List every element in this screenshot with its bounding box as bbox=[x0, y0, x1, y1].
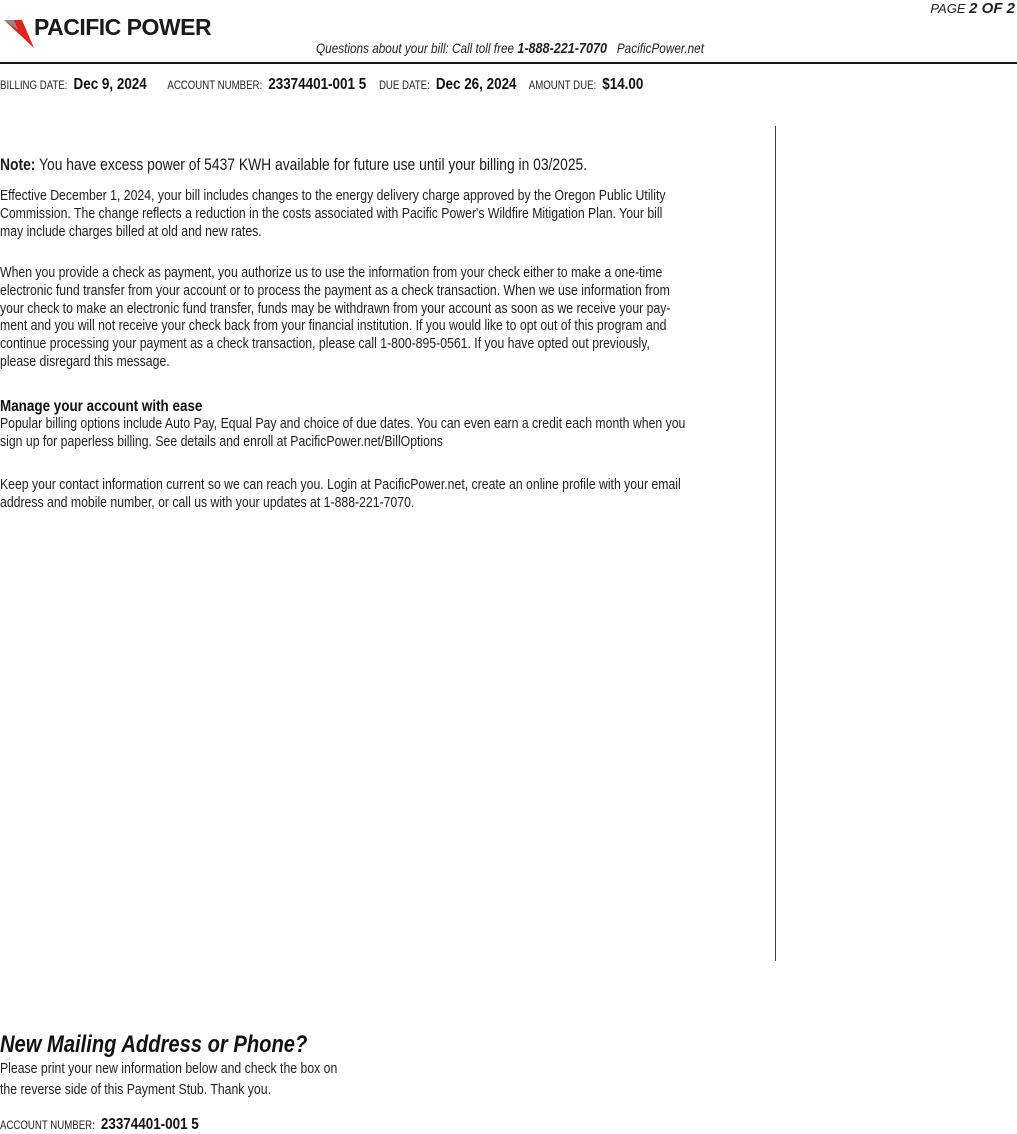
account-number-label: ACCOUNT NUMBER: bbox=[167, 80, 263, 92]
support-phone: 1-888-221-7070 bbox=[517, 40, 608, 57]
logo-text: PACIFIC POWER bbox=[34, 14, 212, 40]
paragraph-line: please disregard this message. bbox=[0, 353, 170, 370]
excess-power-note bbox=[0, 155, 587, 175]
new-address-heading: New Mailing Address or Phone? bbox=[0, 1031, 308, 1058]
contact-info-paragraph bbox=[0, 477, 681, 513]
amount-due: $14.00 bbox=[602, 76, 644, 93]
page-indicator bbox=[930, 0, 1015, 17]
stub-account-number bbox=[0, 1116, 199, 1134]
paragraph-line: continue processing your payment as a check transaction, please call 1-800-895-0561. If you have opted out previously, bbox=[0, 336, 650, 353]
rate-change-paragraph bbox=[0, 188, 666, 241]
paragraph-line: Popular billing options include Auto Pay, Equal Pay and choice of due dates. You can even earn a credit each month when you bbox=[0, 416, 686, 432]
billing-options-paragraph bbox=[0, 416, 685, 452]
website-link[interactable]: PacificPower.net bbox=[616, 40, 704, 56]
page-number: 2 OF 2 bbox=[969, 0, 1015, 17]
logo-mark-icon bbox=[4, 14, 34, 48]
paragraph-line: address and mobile number, or call us with your updates at 1-888-221-7070. bbox=[0, 494, 415, 511]
billing-date-label: BILLING DATE: bbox=[0, 80, 68, 92]
paragraph-line: your check to make an electronic fund transfer, funds may be withdrawn from your account as soon as we receive your pay- bbox=[0, 300, 671, 317]
paragraph-line: ment and you will not receive your check back from your financial institution. If you would like to opt out of this program and bbox=[0, 318, 667, 335]
manage-account-heading: Manage your account with ease bbox=[0, 398, 203, 415]
paragraph-line: Keep your contact information current so we can reach you. Login at PacificPower.net, create an online profile with your email bbox=[0, 477, 681, 493]
paragraph-line: electronic fund transfer from your account or to process the payment as a check transaction. When we use information from bbox=[0, 282, 670, 299]
note-label: Note: bbox=[0, 156, 36, 174]
paragraph-line: Effective December 1, 2024, your bill includes changes to the energy delivery charge approved by the Oregon Public Utility bbox=[0, 188, 666, 204]
page-label: PAGE bbox=[930, 1, 966, 16]
header-divider bbox=[0, 62, 1017, 64]
questions-line bbox=[316, 40, 704, 57]
stub-account-value: 23374401-001 5 bbox=[100, 1116, 199, 1133]
note-text: You have excess power of 5437 KWH available for future use until your billing in 03/2025. bbox=[39, 156, 588, 174]
due-date-label: DUE DATE: bbox=[378, 80, 430, 92]
due-date: Dec 26, 2024 bbox=[435, 76, 517, 93]
paragraph-line: may include charges billed at old and new rates. bbox=[0, 223, 262, 240]
billing-date: Dec 9, 2024 bbox=[73, 76, 147, 93]
paragraph-line: When you provide a check as payment, you authorize us to use the information from your check either to make a one-time bbox=[0, 265, 663, 281]
account-number: 23374401-001 5 bbox=[268, 76, 367, 93]
column-divider bbox=[775, 126, 776, 961]
paragraph-line: Commission. The change reflects a reduction in the costs associated with Pacific Power's Wildfire Mitigation Plan. Your bill bbox=[0, 205, 663, 222]
questions-text: Questions about your bill: Call toll free bbox=[316, 40, 515, 56]
paragraph-line: Please print your new information below and check the box on bbox=[0, 1061, 338, 1077]
stub-account-label: ACCOUNT NUMBER: bbox=[0, 1120, 95, 1132]
amount-due-label: AMOUNT DUE: bbox=[528, 80, 597, 92]
billing-summary bbox=[0, 76, 662, 94]
paragraph-line: the reverse side of this Payment Stub. Thank you. bbox=[0, 1082, 271, 1098]
new-address-instructions bbox=[0, 1059, 337, 1101]
paragraph-line: sign up for paperless billing. See details and enroll at PacificPower.net/BillOptions bbox=[0, 433, 443, 450]
check-payment-paragraph bbox=[0, 265, 670, 372]
